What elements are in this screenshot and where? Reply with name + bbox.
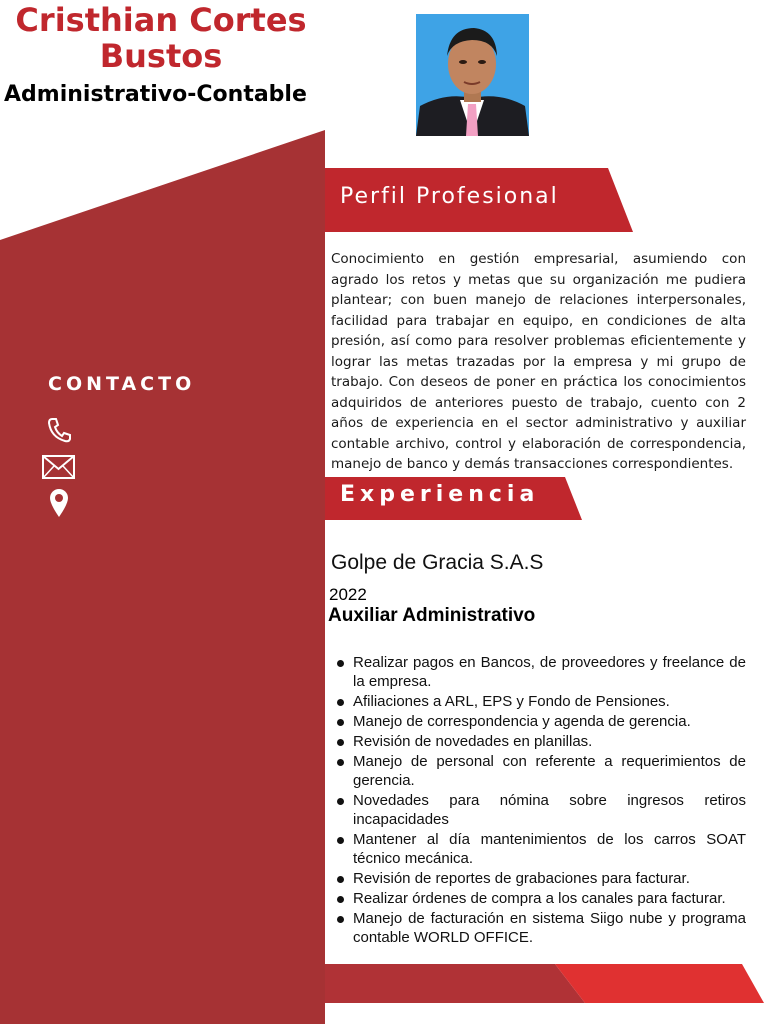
sidebar-panel — [0, 130, 325, 1024]
profile-photo — [416, 14, 529, 136]
candidate-name: Cristhian Cortes Bustos — [15, 1, 307, 75]
list-item: Manejo de correspondencia y agenda de gerencia. — [337, 712, 746, 731]
perfil-profesional-text: Conocimiento en gestión empresarial, asumiendo con agrado los retos y metas que su organización me pudiera plantear; con buen manejo de relaciones interpersonales, facilidad para trabajar en equipo, en condiciones de alta presión, así como para resolver problemas eficientemente y lograr las metas trazadas por la empresa y mi grupo de trabajo. Con deseos de poner en práctica los conocimientos adquiridos de anteriores puesto de trabajo, cuento con 2 años de experiencia en el sector administrativo y auxiliar contable archivo, control y elaboración de correspondencia, manejo de banco y demás transacciones correspondientes. — [331, 251, 746, 472]
envelope-icon — [42, 455, 75, 479]
experience-year: 2022 — [329, 585, 367, 604]
duties-list — [337, 653, 746, 948]
list-item: Realizar órdenes de compra a los canales para facturar. — [337, 889, 746, 908]
company-name: Golpe de Gracia S.A.S — [331, 551, 544, 574]
contacto-heading: CONTACTO — [48, 373, 196, 395]
list-item: Revisión de reportes de grabaciones para facturar. — [337, 869, 746, 888]
footer-stripe-bright — [555, 964, 764, 1003]
experiencia-heading: Experiencia — [340, 482, 540, 507]
list-item: Afiliaciones a ARL, EPS y Fondo de Pensiones. — [337, 692, 746, 711]
list-item: Manejo de personal con referente a requerimientos de gerencia. — [337, 752, 746, 790]
list-item: Revisión de novedades en planillas. — [337, 732, 746, 751]
perfil-profesional-heading: Perfil Profesional — [340, 184, 559, 209]
job-title: Auxiliar Administrativo — [328, 605, 536, 626]
location-pin-icon — [49, 488, 69, 518]
candidate-role: Administrativo-Contable — [4, 82, 307, 107]
list-item: Manejo de facturación en sistema Siigo nube y programa contable WORLD OFFICE. — [337, 909, 746, 947]
phone-icon — [47, 417, 71, 443]
list-item: Novedades para nómina sobre ingresos retiros incapacidades — [337, 791, 746, 829]
list-item: Realizar pagos en Bancos, de proveedores y freelance de la empresa. — [337, 653, 746, 691]
footer-stripe-dark — [325, 964, 585, 1003]
list-item: Mantener al día mantenimientos de los carros SOAT técnico mecánica. — [337, 830, 746, 868]
